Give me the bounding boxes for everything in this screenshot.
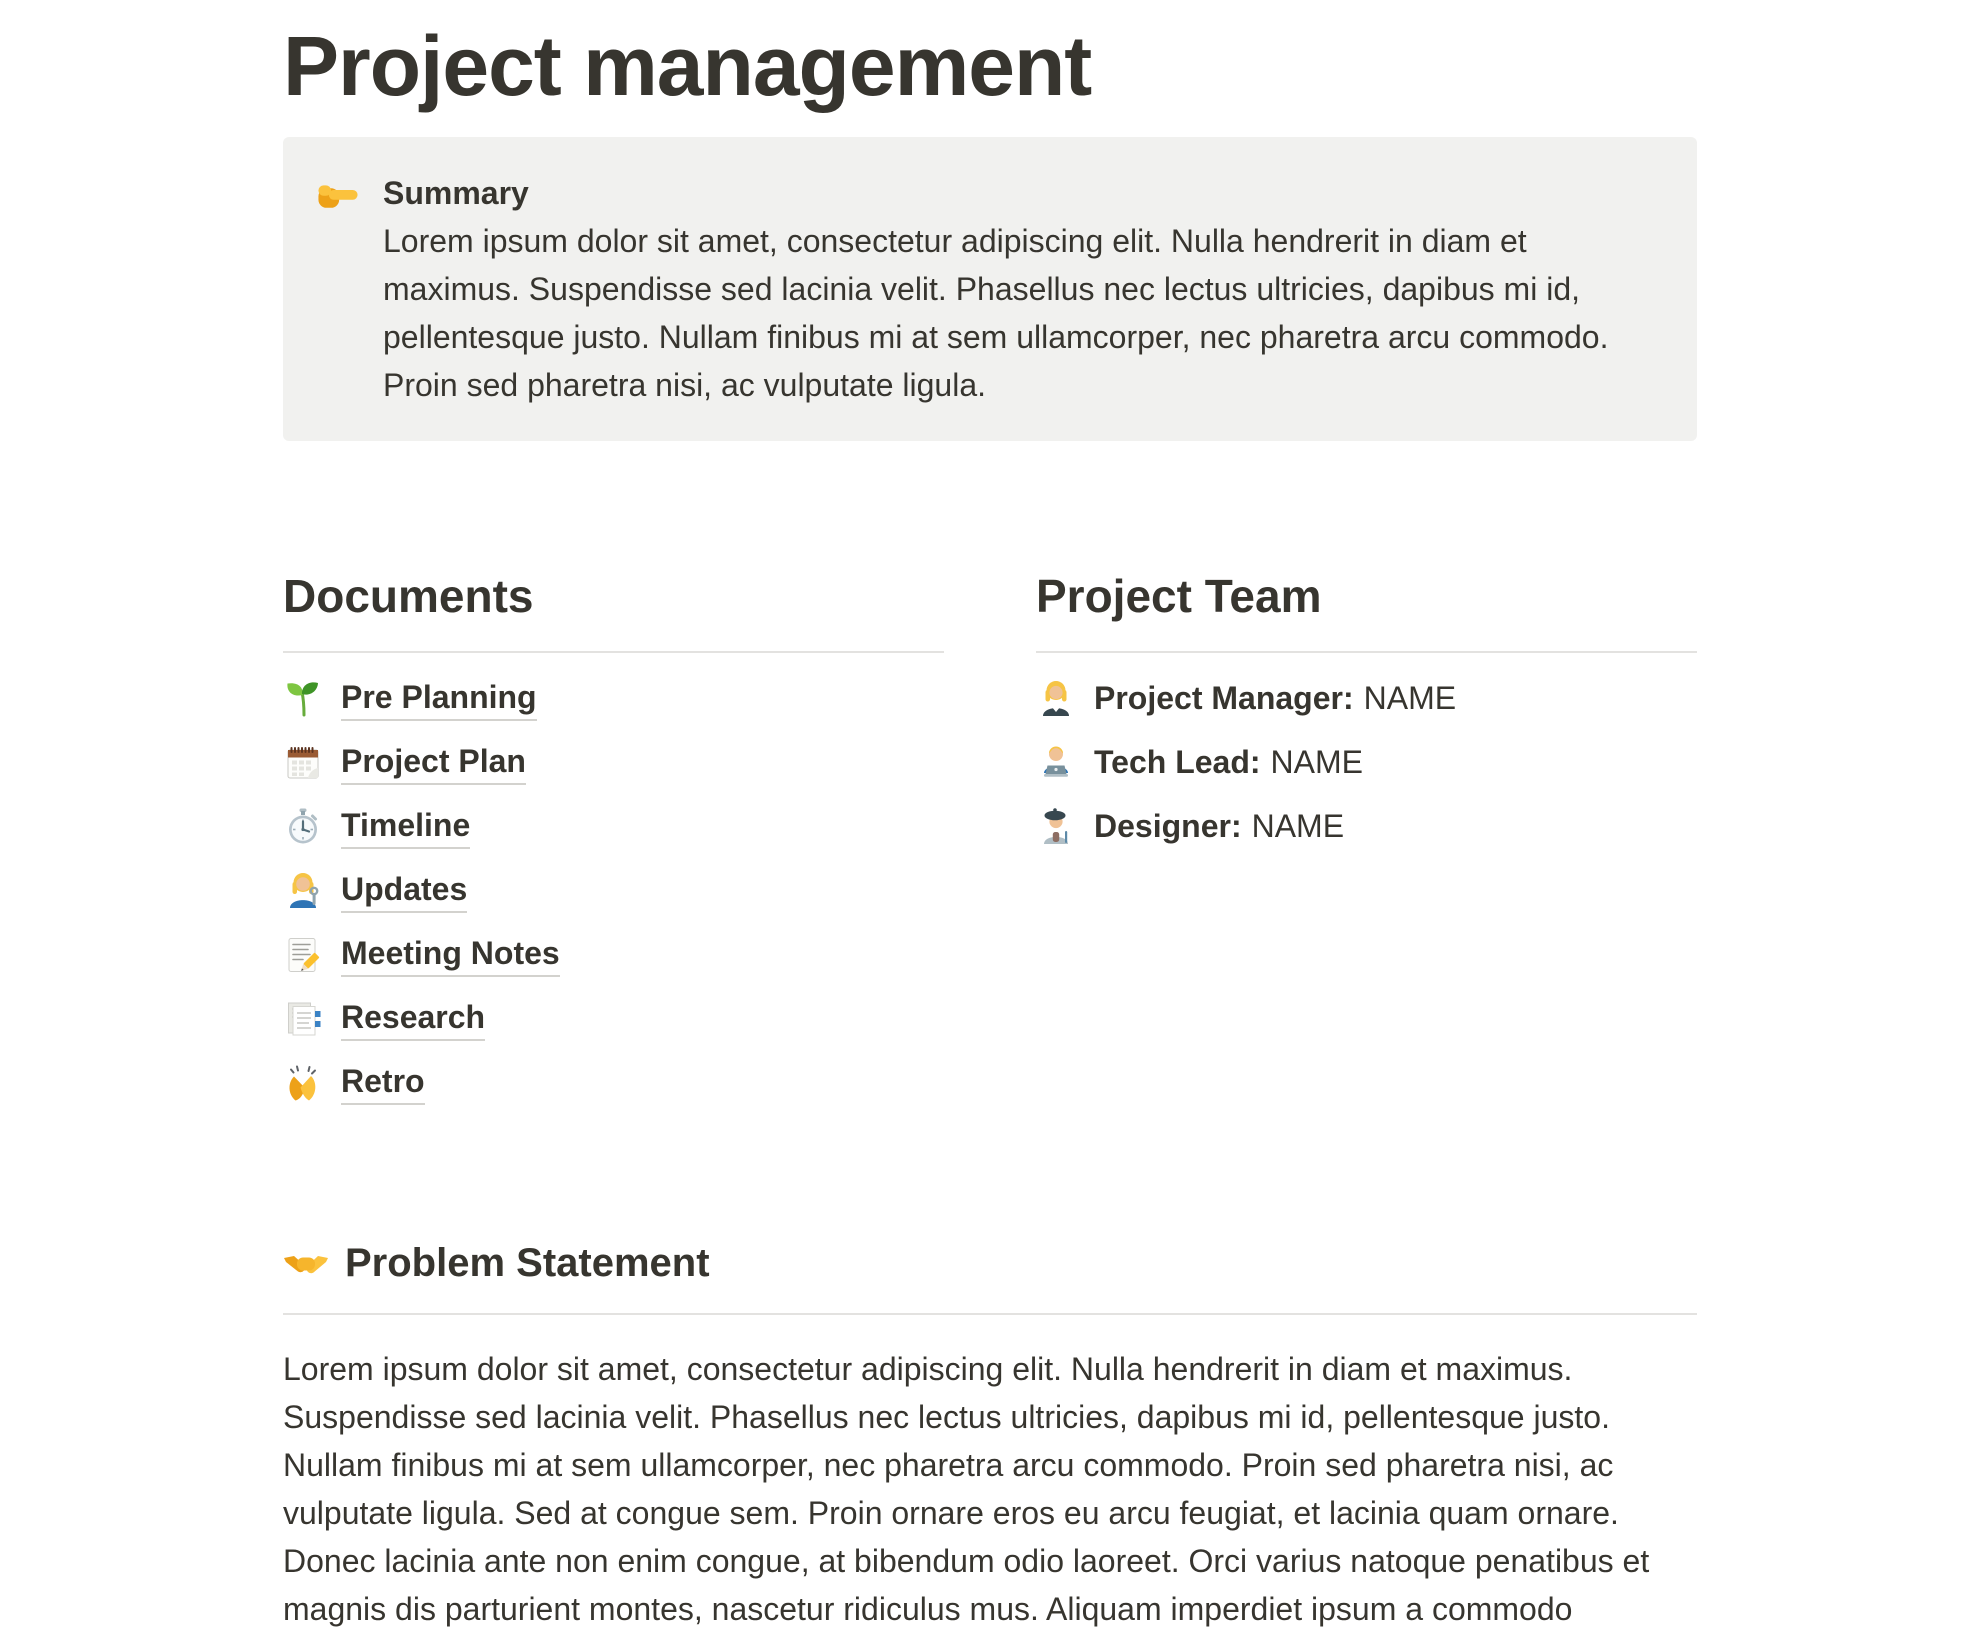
- problem-statement-divider: [283, 1313, 1697, 1315]
- list-item: [283, 923, 944, 987]
- document-link-retro[interactable]: Retro: [341, 1061, 425, 1105]
- team-role-label: Tech Lead:: [1094, 744, 1261, 781]
- list-item: [283, 859, 944, 923]
- team-member-name: NAME: [1251, 808, 1345, 845]
- spiral-calendar-icon: [283, 743, 323, 783]
- memo-icon: [283, 935, 323, 975]
- problem-statement-body: Lorem ipsum dolor sit amet, consectetur adipiscing elit. Nulla hendrerit in diam et maximus. Suspendisse sed lacinia velit. Phasellus nec lectus ultricies, dapibus mi id, pellentesque justo. Nullam finibus mi at sem ullamcorper, nec pharetra arcu commodo. Proin sed pharetra nisi, ac vulputate ligula. Sed at congue sem. Proin ornare eros eu arcu feugiat, et lacinia quam ornare. Donec lacinia ante non enim congue, at bibendum odio laoreet. Orci varius natoque penatibus et magnis dis parturient montes, nascetur ridiculus mus. Aliquam imperdiet ipsum a commodo: [283, 1350, 1650, 1627]
- documents-divider: [283, 651, 944, 653]
- document-link-research[interactable]: Research: [341, 997, 485, 1041]
- document-link-timeline[interactable]: Timeline: [341, 805, 470, 849]
- team-list: [1036, 667, 1697, 859]
- documents-list: [283, 667, 944, 1115]
- list-item: [283, 1051, 944, 1115]
- list-item: [283, 667, 944, 731]
- document-link-pre-planning[interactable]: Pre Planning: [341, 677, 537, 721]
- bookmark-tabs-icon: [283, 999, 323, 1039]
- team-role-label: Project Manager:: [1094, 680, 1354, 717]
- woman-office-worker-icon: [1036, 679, 1076, 719]
- clapping-hands-icon: [283, 1063, 323, 1103]
- problem-statement-section: [283, 1237, 1697, 1633]
- documents-column: [283, 567, 944, 1115]
- team-divider: [1036, 651, 1697, 653]
- document-link-updates[interactable]: Updates: [341, 869, 467, 913]
- documents-heading: Documents: [283, 569, 534, 622]
- page-title: Project management: [283, 19, 1092, 113]
- handshake-icon: [283, 1240, 329, 1286]
- list-item: [283, 731, 944, 795]
- team-member-name: NAME: [1270, 744, 1363, 781]
- team-role-label: Designer:: [1094, 808, 1242, 845]
- list-item: [1036, 795, 1697, 859]
- two-column-section: [283, 567, 1697, 1115]
- problem-statement-heading-text: Problem Statement: [345, 1240, 710, 1285]
- man-technologist-icon: [1036, 743, 1076, 783]
- page-content: [283, 0, 1697, 1633]
- summary-callout-title: Summary: [383, 174, 529, 211]
- document-link-project-plan[interactable]: Project Plan: [341, 741, 526, 785]
- pointing-right-icon: [315, 171, 361, 217]
- woman-mechanic-icon: [283, 871, 323, 911]
- summary-callout-body: Lorem ipsum dolor sit amet, consectetur adipiscing elit. Nulla hendrerit in diam et maximus. Suspendisse sed lacinia velit. Phasellus nec lectus ultricies, dapibus mi id, pellentesque justo. Nullam finibus mi at sem ullamcorper, nec pharetra arcu commodo. Proin sed pharetra nisi, ac vulputate ligula.: [383, 222, 1609, 403]
- man-artist-icon: [1036, 807, 1076, 847]
- list-item: [1036, 667, 1697, 731]
- list-item: [1036, 731, 1697, 795]
- problem-statement-heading: [283, 1237, 1697, 1289]
- team-heading: Project Team: [1036, 569, 1322, 622]
- summary-callout-text: [383, 169, 1665, 409]
- list-item: [283, 987, 944, 1051]
- seedling-icon: [283, 679, 323, 719]
- team-member-name: NAME: [1363, 680, 1457, 717]
- list-item: [283, 795, 944, 859]
- stopwatch-icon: [283, 807, 323, 847]
- document-link-meeting-notes[interactable]: Meeting Notes: [341, 933, 560, 977]
- team-column: [1036, 567, 1697, 1115]
- summary-callout: [283, 137, 1697, 441]
